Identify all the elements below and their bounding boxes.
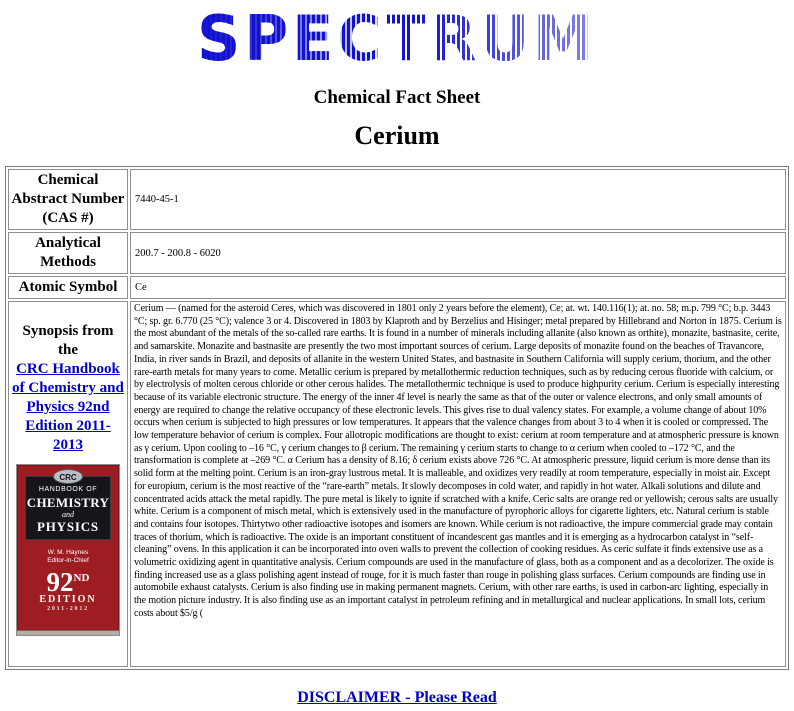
cas-number-label: Chemical Abstract Number (CAS #) [8, 169, 128, 230]
footer [0, 689, 794, 711]
synopsis-source-cell [8, 301, 128, 667]
analytical-methods-value: 200.7 - 200.8 - 6020 [130, 232, 786, 274]
atomic-symbol-value: Ce [130, 276, 786, 299]
book-editor-text [17, 549, 119, 564]
book-chemistry-text: CHEMISTRY [26, 495, 110, 510]
table-row-cas [8, 169, 786, 230]
book-edition-number: 92ND [46, 567, 90, 597]
cas-number-value: 7440-45-1 [130, 169, 786, 230]
logo-banner [0, 0, 794, 74]
book-title-panel [25, 476, 111, 540]
synopsis-text: Cerium — (named for the asteroid Ceres, which was discovered in 1801 only 2 years before the element), Ce; at. wt. 140.116(1); at. no. 58; m.p. 799 °C; b.p. 3443 °C; sp. gr. 6.770 (25 °C); valence 3 or 4. Discovered in 1803 by Klaproth and by Berzelius and Hisinger; metal prepared by Hillebrand and Norton in 1875. Cerium is the most abundant of the metals of the so-called rare earths. It is found in a number of minerals including allanite (also known as orthite), monazite, bastnasite, cerite, and samarskite. Monazite and bastnasite are presently the two most important sources of cerium. Large deposits of monazite found on the beaches of Travancore, India, in river sands in Brazil, and deposits of allanite in the western United States, and bastnasite in Southern California will supply cerium, thorium, and the other rare-earth metals for many years to come. Metallic cerium is prepared by metallothermic reduction techniques, such as by reducing cerous fluoride with calcium, or by electrolysis of molten cerous chloride or other cerous halides. The metallothermic technique is used to produce highpurity cerium. Cerium is especially interesting because of its variable electronic structure. The energy of the inner 4f level is nearly the same as that of the outer or valence electrons, and only small amounts of energy are required to change the relative occupancy of these electronic levels. This gives rise to dual valency states. For example, a volume change of about 10% occurs when cerium is subjected to high pressures or low temperatures. It appears that the valence changes from about 3 to 4 when it is cooled or compressed. The low temperature behavior of cerium is complex. Four allotropic modifications are thought to exist: cerium at room temperature and at atmospheric pressure is known as γ cerium. Upon cooling to –16 °C, γ cerium changes to β cerium. The remaining γ cerium starts to change to α cerium when cooled to –172 °C, and the transformation is complete at –269 °C. α Cerium has a density of 8.16; δ cerium exists above 726 °C. At atmospheric pressure, liquid cerium is more dense than its solid form at the melting point. Cerium is an iron-gray lustrous metal. It is malleable, and oxidizes very readily at room temperature, especially in moist air. Except for europium, cerium is the most reactive of the “rare-earth” metals. It slowly decomposes in cold water, and rapidly in hot water. Alkali solutions and dilute and concentrated acids attack the metal rapidly. The pure metal is likely to ignite if scratched with a knife. Ceric salts are orange red or yellowish; cerous salts are usually white. Cerium is a component of misch metal, which is extensively used in the manufacture of pyrophoric alloys for cigarette lighters, etc. Natural cerium is stable and contains four isotopes. Thirtytwo other radioactive isotopes and isomers are known. While cerium is not radioactive, the impure commercial grade may contain traces of thorium, which is radioactive. The oxide is an important constituent of incandescent gas mantles and it is emerging as a hydrocarbon catalyst in “self-cleaning” ovens. In this application it can be incorporated into oven walls to prevent the collection of cooking residues. As ceric sulfate it finds extensive use as a volumetric oxidizing agent in quantitative analysis. Cerium compounds are used in the manufacture of glass, both as a component and as a decolorizer. The oxide is finding increased use as a glass polishing agent instead of rouge, for it is much faster than rouge in polishing glass surfaces. Cerium compounds are finding use in automobile exhaust catalysts. Cerium is also finding use in making permanent magnets. Cerium, with other rare earths, is used in carbon-arc lighting, especially in the motion picture industry. It is also finding use as an important catalyst in petroleum refining and in metallurgical and nuclear applications. In small lots, cerium costs about $5/g ( [130, 301, 786, 667]
page-title: Cerium [354, 121, 440, 150]
crc-logo-badge: CRC [53, 469, 83, 484]
table-row-atomic-symbol [8, 276, 786, 299]
book-handbook-of-text: HANDBOOK OF [38, 486, 98, 493]
page-subtitle: Chemical Fact Sheet [313, 87, 481, 108]
book-editor-title: Editor-in-Chief [47, 556, 89, 564]
crc-handbook-link[interactable]: CRC Handbook of Chemistry and Physics 92nd Edition 2011-2013 [12, 361, 124, 453]
crc-handbook-cover-image [16, 464, 120, 636]
book-physics-text: PHYSICS [37, 519, 99, 534]
table-row-synopsis [8, 301, 786, 667]
atomic-symbol-label: Atomic Symbol [8, 276, 128, 299]
spectrum-logo: SPECTRUM [197, 2, 597, 76]
book-editor-name: W. M. Haynes [47, 549, 89, 556]
book-page-edge [17, 630, 119, 635]
table-row-analytical-methods [8, 232, 786, 274]
book-edition-years: 2011-2012 [47, 606, 89, 612]
book-edition-suffix: ND [73, 572, 90, 584]
disclaimer-link[interactable]: DISCLAIMER - Please Read [297, 689, 497, 706]
book-edition-word: EDITION [39, 594, 97, 605]
synopsis-source-prefix: Synopsis from the [22, 323, 114, 358]
fact-table [5, 166, 789, 670]
analytical-methods-label: Analytical Methods [8, 232, 128, 274]
book-and-text: and [62, 510, 74, 519]
